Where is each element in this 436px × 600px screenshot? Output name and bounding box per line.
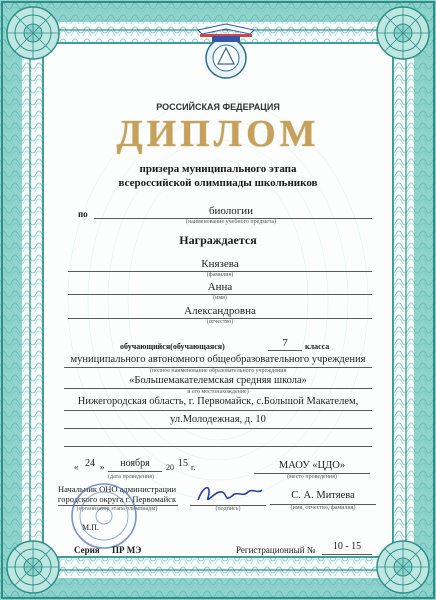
venue-value: МАОУ «ЦДО» bbox=[278, 460, 346, 471]
date-day: 24 bbox=[85, 458, 95, 469]
registration-value: 10 - 15 bbox=[332, 541, 362, 552]
registration-underline bbox=[322, 554, 372, 555]
school-name: «Большемакателемская средняя школа» bbox=[129, 375, 307, 386]
position-caption: (организатор этапа олимпиады) bbox=[76, 506, 158, 512]
date-caption: (дата проведения) bbox=[108, 474, 154, 480]
date-year-prefix: 20 bbox=[166, 463, 174, 472]
signatory-position-2: городского округа г. Первомайск bbox=[57, 494, 177, 504]
address-line-1: Нижегородская область, г. Первомайск, с.Большой Макателем, bbox=[77, 396, 359, 407]
rosette-top-left bbox=[4, 4, 62, 62]
diploma-title: ДИПЛОМ bbox=[116, 113, 320, 155]
date-month-underline bbox=[108, 471, 162, 472]
country-label: РОССИЙСКАЯ ФЕДЕРАЦИЯ bbox=[156, 102, 280, 112]
rosette-bottom-right bbox=[374, 538, 432, 596]
name-caption: (имя) bbox=[213, 295, 227, 301]
series-label: Серия bbox=[74, 545, 100, 555]
olympiad-emblem-icon bbox=[190, 20, 262, 82]
signatory-name: С. А. Митяева bbox=[291, 490, 355, 501]
official-stamp bbox=[62, 480, 146, 552]
seal-label: М.П. bbox=[82, 523, 99, 532]
surname-caption: (фамилия) bbox=[206, 272, 234, 278]
rosette-bottom-left bbox=[4, 538, 62, 596]
address-line-2: ул.Молодежная, д. 10 bbox=[170, 414, 266, 425]
subtitle-line-1: призера муниципального этапа bbox=[139, 163, 297, 175]
subject-caption: (наименование учебного предмета) bbox=[185, 219, 277, 225]
date-month: ноября bbox=[120, 458, 150, 469]
series-value: ПР МЭ bbox=[112, 545, 142, 555]
signature-caption: (подпись) bbox=[215, 506, 241, 512]
school-type: муниципального автономного общеобразовательного учреждения bbox=[70, 354, 366, 365]
registration-label: Регистрационный № bbox=[236, 545, 316, 555]
grade-underline bbox=[268, 350, 302, 351]
subject-prefix: по bbox=[78, 209, 88, 219]
patronymic-value: Александровна bbox=[184, 305, 256, 317]
venue-caption: (место проведения) bbox=[287, 474, 337, 480]
name-value: Анна bbox=[207, 281, 233, 293]
patronymic-caption: (отчество) bbox=[206, 319, 234, 325]
date-year-suffix: г. bbox=[191, 463, 196, 472]
date-year: 15 bbox=[178, 458, 188, 469]
grade-label: класса bbox=[305, 342, 330, 351]
surname-value: Князева bbox=[201, 258, 239, 270]
date-quote-open: « bbox=[74, 462, 79, 472]
awarded-label: Награждается bbox=[179, 233, 257, 247]
school-type-caption: (полное наименование образовательного учреждения bbox=[149, 368, 287, 374]
signatory-position-1: Начальник ОНО администрации bbox=[57, 484, 177, 494]
grade-value: 7 bbox=[282, 337, 288, 349]
rosette-top-right bbox=[374, 4, 432, 62]
blank-underline bbox=[64, 446, 372, 447]
location-caption: и его местонахождение) bbox=[187, 389, 249, 395]
signatory-name-caption: (имя, отчество, фамилия) bbox=[290, 505, 356, 511]
subject-value: биологии bbox=[208, 205, 254, 217]
subtitle-line-2: всероссийской олимпиады школьников bbox=[118, 177, 318, 189]
address-line-1-underline bbox=[64, 410, 372, 411]
student-label: обучающийся(обучающаяся) bbox=[120, 342, 225, 351]
address-line-2-underline bbox=[64, 428, 372, 429]
date-quote-close: » bbox=[100, 462, 105, 472]
